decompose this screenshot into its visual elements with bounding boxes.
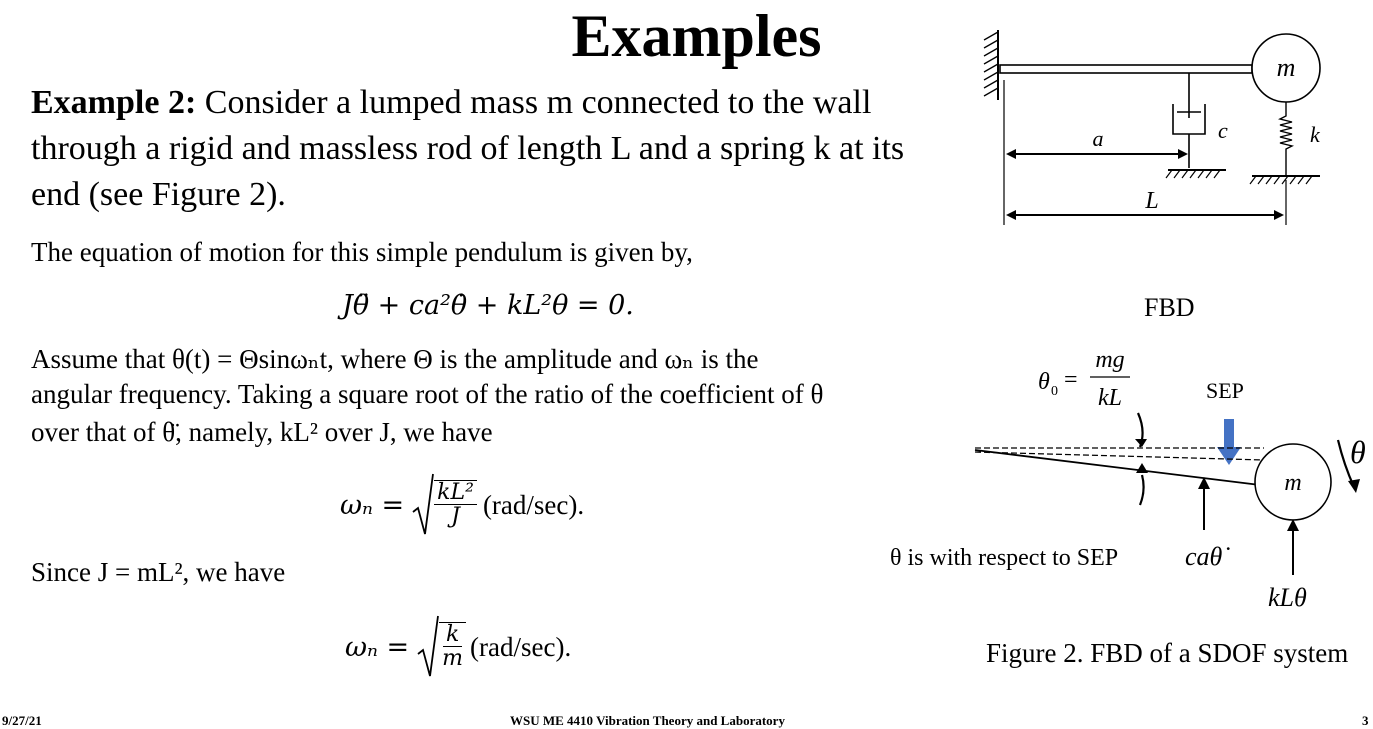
- intro-line-2: through a rigid and massless rod of length L and a spring k at its: [31, 130, 905, 167]
- fbd-diagram: [880, 335, 1373, 620]
- fbd-mass-label: m: [1284, 470, 1302, 496]
- dim-a-label: a: [1092, 126, 1104, 151]
- dim-L-arrow-right: [1274, 210, 1284, 220]
- footer-date: 9/27/21: [2, 713, 42, 728]
- omega-formula-1: [340, 470, 584, 540]
- footer-course: WSU ME 4410 Vibration Theory and Laboratory: [510, 713, 785, 728]
- theta0-subscript: 0: [1051, 384, 1058, 399]
- omega1-unit: (rad/sec).: [482, 489, 585, 520]
- omega1-fraction: [434, 480, 477, 528]
- system-schematic: [960, 20, 1373, 235]
- damping-force-label: caθ̇: [1185, 542, 1223, 571]
- theta-arc-lower-arrow: [1136, 463, 1148, 473]
- dim-L-arrow-left: [1006, 210, 1016, 220]
- mass-label: m: [1276, 53, 1296, 82]
- since-text: Since J = mL², we have: [31, 557, 286, 587]
- spring-label: k: [1310, 122, 1320, 147]
- theta0-numerator: mg: [1095, 347, 1125, 373]
- omega2-denominator: m: [442, 646, 464, 671]
- omega2-numerator: k: [443, 623, 462, 647]
- damper-ground-hatch: [1166, 170, 1220, 178]
- sqrt-sign-1: [412, 472, 434, 538]
- theta0-arc-arrow: [1135, 439, 1147, 447]
- theta-rotation-arrowhead: [1348, 479, 1360, 493]
- wall-hatching: [984, 32, 998, 96]
- omega-lhs-2: ωₙ =: [345, 631, 410, 663]
- omega1-numerator: kL²: [434, 481, 477, 505]
- theta0-denominator: kL: [1098, 385, 1122, 411]
- fbd-label: FBD: [1144, 293, 1195, 322]
- omega1-denominator: J: [451, 504, 460, 529]
- figure-caption: Figure 2. FBD of a SDOF system: [986, 638, 1349, 668]
- spring-force-label: kLθ: [1268, 583, 1307, 612]
- assume-line-1: Assume that θ(t) = Θsinωₙt, where Θ is the amplitude and ωₙ is the: [31, 344, 759, 374]
- omega-lhs-1: ωₙ =: [340, 489, 405, 521]
- eom-text: The equation of motion for this simple pendulum is given by,: [31, 237, 693, 267]
- spring-ground-hatch: [1250, 176, 1312, 184]
- rod: [1000, 65, 1252, 73]
- dim-a-arrow-right: [1178, 149, 1188, 159]
- omega-formula-2: [345, 612, 571, 682]
- intro-line-1: [31, 84, 871, 122]
- sqrt-sign-2: [417, 614, 439, 680]
- spring-force-arrowhead: [1287, 519, 1299, 531]
- dim-L-label: L: [1145, 188, 1159, 214]
- omega2-fraction: [439, 622, 466, 670]
- footer-page-number: 3: [1362, 713, 1369, 728]
- theta-note: θ is with respect to SEP: [890, 545, 1119, 571]
- slide-title: Examples: [571, 3, 822, 69]
- theta0-symbol: θ: [1038, 369, 1050, 395]
- sep-label: SEP: [1206, 378, 1244, 403]
- spring: [1280, 102, 1292, 176]
- eom-formula: Jθ̈ + ca²θ̇ + kL²θ = 0.: [342, 290, 634, 321]
- example-heading: Example 2:: [31, 84, 197, 121]
- sep-arrow: [1217, 419, 1241, 465]
- theta0-equals: =: [1064, 367, 1078, 393]
- dim-a-arrow-left: [1006, 149, 1016, 159]
- assume-line-2: angular frequency. Taking a square root of the ratio of the coefficient of θ: [31, 379, 824, 409]
- intro-line-3: end (see Figure 2).: [31, 176, 286, 213]
- intro-line-1-text: Consider a lumped mass m connected to the wall: [196, 84, 872, 121]
- theta-arc-lower: [1140, 475, 1144, 505]
- omega2-unit: (rad/sec).: [470, 631, 572, 662]
- damper-label: c: [1218, 118, 1228, 143]
- assume-line-3: over that of θ̈, namely, kL² over J, we have: [31, 417, 493, 447]
- fbd-rod: [975, 450, 1260, 485]
- theta-symbol: θ: [1350, 434, 1366, 470]
